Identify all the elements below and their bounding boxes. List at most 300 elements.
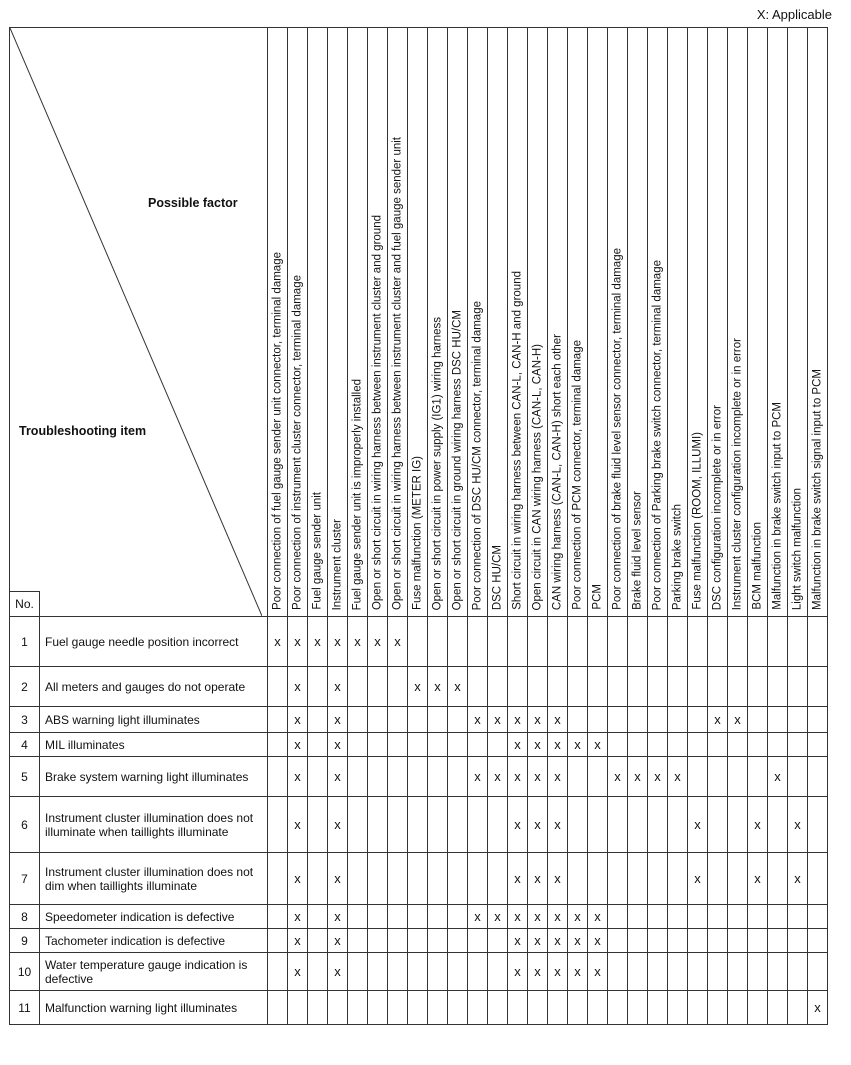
- factor-header: [788, 28, 808, 617]
- mark-cell: [728, 797, 748, 853]
- mark-cell: [488, 617, 508, 667]
- mark-cell: x: [288, 707, 308, 733]
- factor-header: [608, 28, 628, 617]
- mark-cell: [608, 853, 628, 905]
- mark-cell: x: [468, 905, 488, 929]
- mark-cell: [748, 991, 768, 1025]
- row-number: 7: [10, 853, 40, 905]
- mark-cell: [428, 991, 448, 1025]
- row-number: 11: [10, 991, 40, 1025]
- mark-cell: x: [288, 667, 308, 707]
- mark-cell: [688, 707, 708, 733]
- factor-label: Open circuit in CAN wiring harness (CAN-L, CAN-H): [531, 343, 543, 610]
- table-row: [10, 733, 828, 757]
- mark-cell: [708, 905, 728, 929]
- mark-cell: [388, 991, 408, 1025]
- mark-cell: x: [288, 797, 308, 853]
- mark-cell: [568, 707, 588, 733]
- mark-cell: x: [508, 953, 528, 991]
- mark-cell: [408, 953, 428, 991]
- mark-cell: [648, 733, 668, 757]
- factor-header: [448, 28, 468, 617]
- mark-cell: [688, 929, 708, 953]
- mark-cell: [568, 853, 588, 905]
- mark-cell: [488, 667, 508, 707]
- mark-cell: [488, 991, 508, 1025]
- mark-cell: [668, 953, 688, 991]
- factor-label: DSC HU/CM: [491, 544, 503, 610]
- mark-cell: [348, 929, 368, 953]
- mark-cell: [268, 733, 288, 757]
- mark-cell: x: [548, 707, 568, 733]
- factor-header: [428, 28, 448, 617]
- mark-cell: [788, 991, 808, 1025]
- mark-cell: [668, 667, 688, 707]
- troubleshooting-item: Instrument cluster illumination does not illuminate when taillights illuminate: [40, 797, 268, 853]
- factor-header: [368, 28, 388, 617]
- factor-label: Poor connection of brake fluid level sensor connector, terminal damage: [611, 248, 623, 610]
- mark-cell: [768, 667, 788, 707]
- mark-cell: [808, 853, 828, 905]
- mark-cell: [448, 707, 468, 733]
- mark-cell: [668, 929, 688, 953]
- mark-cell: [748, 757, 768, 797]
- mark-cell: x: [368, 617, 388, 667]
- factor-label: Parking brake switch: [671, 503, 683, 610]
- mark-cell: [268, 953, 288, 991]
- troubleshooting-item: Malfunction warning light illuminates: [40, 991, 268, 1025]
- mark-cell: x: [328, 853, 348, 905]
- mark-cell: x: [528, 757, 548, 797]
- mark-cell: x: [428, 667, 448, 707]
- mark-cell: x: [328, 953, 348, 991]
- mark-cell: [428, 929, 448, 953]
- troubleshooting-item: Tachometer indication is defective: [40, 929, 268, 953]
- mark-cell: [308, 853, 328, 905]
- mark-cell: [388, 905, 408, 929]
- mark-cell: [308, 757, 328, 797]
- factor-header: [508, 28, 528, 617]
- mark-cell: [768, 929, 788, 953]
- factor-header: [528, 28, 548, 617]
- mark-cell: x: [528, 853, 548, 905]
- diagonal-line: [10, 28, 262, 616]
- mark-cell: [328, 991, 348, 1025]
- mark-cell: [488, 853, 508, 905]
- mark-cell: x: [388, 617, 408, 667]
- mark-cell: [348, 757, 368, 797]
- mark-cell: x: [508, 707, 528, 733]
- mark-cell: [488, 953, 508, 991]
- row-number: 8: [10, 905, 40, 929]
- mark-cell: x: [788, 797, 808, 853]
- mark-cell: [728, 667, 748, 707]
- mark-cell: [348, 953, 368, 991]
- mark-cell: [788, 905, 808, 929]
- mark-cell: [428, 707, 448, 733]
- troubleshooting-item-label: Troubleshooting item: [19, 424, 147, 438]
- mark-cell: x: [588, 733, 608, 757]
- mark-cell: [668, 905, 688, 929]
- mark-cell: [528, 617, 548, 667]
- mark-cell: x: [508, 905, 528, 929]
- mark-cell: [708, 953, 728, 991]
- mark-cell: x: [328, 707, 348, 733]
- mark-cell: [388, 757, 408, 797]
- row-number: 10: [10, 953, 40, 991]
- mark-cell: x: [488, 905, 508, 929]
- mark-cell: [508, 617, 528, 667]
- mark-cell: [808, 757, 828, 797]
- mark-cell: [728, 953, 748, 991]
- mark-cell: [448, 929, 468, 953]
- mark-cell: [448, 853, 468, 905]
- mark-cell: x: [528, 905, 548, 929]
- mark-cell: x: [328, 797, 348, 853]
- mark-cell: [788, 929, 808, 953]
- mark-cell: x: [548, 905, 568, 929]
- mark-cell: [368, 757, 388, 797]
- mark-cell: x: [528, 929, 548, 953]
- mark-cell: [668, 707, 688, 733]
- factor-header: [808, 28, 828, 617]
- mark-cell: x: [288, 733, 308, 757]
- factor-label: PCM: [591, 584, 603, 610]
- mark-cell: [668, 853, 688, 905]
- mark-cell: [268, 757, 288, 797]
- factor-label: Open or short circuit in ground wiring harness DSC HU/CM: [451, 309, 463, 610]
- mark-cell: [628, 929, 648, 953]
- row-number: 4: [10, 733, 40, 757]
- mark-cell: [368, 797, 388, 853]
- mark-cell: [308, 905, 328, 929]
- factor-header: [568, 28, 588, 617]
- mark-cell: x: [688, 797, 708, 853]
- mark-cell: x: [308, 617, 328, 667]
- mark-cell: [768, 617, 788, 667]
- factor-label: Instrument cluster configuration incomplete or in error: [731, 337, 743, 610]
- mark-cell: [468, 733, 488, 757]
- mark-cell: x: [468, 707, 488, 733]
- mark-cell: x: [568, 929, 588, 953]
- mark-cell: x: [288, 853, 308, 905]
- mark-cell: [708, 617, 728, 667]
- mark-cell: [688, 953, 708, 991]
- mark-cell: [628, 667, 648, 707]
- factor-label: BCM malfunction: [751, 522, 763, 610]
- mark-cell: x: [408, 667, 428, 707]
- mark-cell: x: [348, 617, 368, 667]
- mark-cell: [688, 757, 708, 797]
- mark-cell: x: [688, 853, 708, 905]
- mark-cell: x: [588, 953, 608, 991]
- factor-label: Poor connection of fuel gauge sender unit connector, terminal damage: [271, 251, 283, 610]
- row-number: 2: [10, 667, 40, 707]
- mark-cell: [448, 733, 468, 757]
- factor-label: Poor connection of DSC HU/CM connector, terminal damage: [471, 300, 483, 610]
- mark-cell: [408, 707, 428, 733]
- mark-cell: x: [268, 617, 288, 667]
- mark-cell: x: [548, 757, 568, 797]
- mark-cell: [608, 797, 628, 853]
- table-row: [10, 667, 828, 707]
- mark-cell: [388, 733, 408, 757]
- mark-cell: x: [528, 707, 548, 733]
- factor-label: Fuel gauge sender unit is improperly installed: [351, 378, 363, 610]
- mark-cell: [568, 667, 588, 707]
- factor-header: [388, 28, 408, 617]
- mark-cell: [628, 953, 648, 991]
- factor-header: [648, 28, 668, 617]
- mark-cell: [388, 953, 408, 991]
- mark-cell: x: [288, 953, 308, 991]
- mark-cell: [708, 853, 728, 905]
- corner-header: [10, 28, 268, 617]
- mark-cell: [768, 853, 788, 905]
- factor-header: [688, 28, 708, 617]
- mark-cell: [568, 797, 588, 853]
- mark-cell: [648, 707, 668, 733]
- row-number: 5: [10, 757, 40, 797]
- mark-cell: [648, 991, 668, 1025]
- mark-cell: x: [508, 757, 528, 797]
- mark-cell: [768, 991, 788, 1025]
- troubleshooting-item: MIL illuminates: [40, 733, 268, 757]
- legend: X: Applicable: [756, 7, 832, 22]
- mark-cell: [548, 617, 568, 667]
- table-row: [10, 797, 828, 853]
- mark-cell: x: [528, 733, 548, 757]
- mark-cell: [408, 757, 428, 797]
- mark-cell: [568, 617, 588, 667]
- mark-cell: [408, 905, 428, 929]
- troubleshooting-item: Water temperature gauge indication is defective: [40, 953, 268, 991]
- mark-cell: [708, 991, 728, 1025]
- mark-cell: [348, 905, 368, 929]
- mark-cell: [468, 853, 488, 905]
- mark-cell: [708, 733, 728, 757]
- factor-header: [628, 28, 648, 617]
- factor-label: Poor connection of instrument cluster connector, terminal damage: [291, 275, 303, 610]
- mark-cell: [388, 929, 408, 953]
- mark-cell: [408, 991, 428, 1025]
- mark-cell: x: [608, 757, 628, 797]
- mark-cell: [388, 853, 408, 905]
- mark-cell: [788, 733, 808, 757]
- factor-header: [708, 28, 728, 617]
- mark-cell: [588, 667, 608, 707]
- mark-cell: x: [508, 733, 528, 757]
- troubleshooting-item: Brake system warning light illuminates: [40, 757, 268, 797]
- factor-header: [668, 28, 688, 617]
- mark-cell: [648, 797, 668, 853]
- mark-cell: [308, 707, 328, 733]
- table-row: [10, 757, 828, 797]
- factor-header: [468, 28, 488, 617]
- mark-cell: [588, 617, 608, 667]
- mark-cell: [448, 797, 468, 853]
- mark-cell: [288, 991, 308, 1025]
- factor-label: Fuse malfunction (METER IG): [411, 455, 423, 610]
- mark-cell: x: [288, 757, 308, 797]
- mark-cell: [588, 853, 608, 905]
- table-row: [10, 905, 828, 929]
- mark-cell: [648, 667, 668, 707]
- mark-cell: [628, 733, 648, 757]
- mark-cell: [348, 797, 368, 853]
- mark-cell: x: [588, 905, 608, 929]
- mark-cell: x: [548, 853, 568, 905]
- mark-cell: x: [328, 929, 348, 953]
- mark-cell: [728, 905, 748, 929]
- mark-cell: x: [548, 953, 568, 991]
- mark-cell: [688, 667, 708, 707]
- mark-cell: x: [528, 797, 548, 853]
- possible-factor-label: Possible factor: [148, 196, 238, 210]
- mark-cell: x: [648, 757, 668, 797]
- mark-cell: [408, 617, 428, 667]
- factor-label: Malfunction in brake switch signal input to PCM: [811, 369, 823, 610]
- mark-cell: x: [708, 707, 728, 733]
- mark-cell: x: [728, 707, 748, 733]
- mark-cell: [728, 991, 748, 1025]
- mark-cell: x: [628, 757, 648, 797]
- mark-cell: x: [288, 905, 308, 929]
- mark-cell: [268, 905, 288, 929]
- mark-cell: [428, 853, 448, 905]
- mark-cell: [488, 929, 508, 953]
- mark-cell: [768, 905, 788, 929]
- mark-cell: [648, 617, 668, 667]
- mark-cell: [688, 905, 708, 929]
- table-row: [10, 953, 828, 991]
- mark-cell: [308, 797, 328, 853]
- mark-cell: [628, 617, 648, 667]
- mark-cell: [428, 905, 448, 929]
- mark-cell: x: [548, 797, 568, 853]
- mark-cell: [468, 953, 488, 991]
- mark-cell: [708, 757, 728, 797]
- mark-cell: [268, 707, 288, 733]
- factor-label: Poor connection of PCM connector, terminal damage: [571, 340, 583, 610]
- mark-cell: x: [748, 797, 768, 853]
- factor-label: DSC configuration incomplete or in error: [711, 404, 723, 610]
- mark-cell: x: [588, 929, 608, 953]
- mark-cell: [708, 667, 728, 707]
- factor-header: [328, 28, 348, 617]
- mark-cell: [808, 905, 828, 929]
- mark-cell: [448, 757, 468, 797]
- mark-cell: [428, 733, 448, 757]
- mark-cell: x: [288, 929, 308, 953]
- factor-header: [588, 28, 608, 617]
- factor-header: [768, 28, 788, 617]
- mark-cell: [728, 929, 748, 953]
- mark-cell: x: [328, 617, 348, 667]
- mark-cell: [768, 797, 788, 853]
- row-number: 3: [10, 707, 40, 733]
- troubleshooting-table: [9, 27, 828, 1025]
- mark-cell: [608, 667, 628, 707]
- factor-label: Open or short circuit in wiring harness between instrument cluster and ground: [371, 214, 383, 610]
- mark-cell: [768, 733, 788, 757]
- factor-header: [548, 28, 568, 617]
- mark-cell: [648, 853, 668, 905]
- factor-label: Open or short circuit in wiring harness between instrument cluster and fuel gauge sender unit: [391, 136, 403, 610]
- factor-label: Open or short circuit in power supply (IG1) wiring harness: [431, 316, 443, 610]
- mark-cell: [648, 905, 668, 929]
- mark-cell: [448, 905, 468, 929]
- mark-cell: [648, 953, 668, 991]
- mark-cell: [548, 667, 568, 707]
- mark-cell: [808, 617, 828, 667]
- mark-cell: [668, 617, 688, 667]
- mark-cell: [268, 797, 288, 853]
- factor-label: Light switch malfunction: [791, 487, 803, 610]
- mark-cell: x: [448, 667, 468, 707]
- mark-cell: [388, 797, 408, 853]
- mark-cell: [588, 797, 608, 853]
- factor-label: Fuel gauge sender unit: [311, 492, 323, 610]
- troubleshooting-item: Instrument cluster illumination does not dim when taillights illuminate: [40, 853, 268, 905]
- mark-cell: [808, 707, 828, 733]
- mark-cell: [748, 929, 768, 953]
- table-row: [10, 929, 828, 953]
- factor-header: [748, 28, 768, 617]
- mark-cell: [608, 905, 628, 929]
- mark-cell: [588, 991, 608, 1025]
- mark-cell: [788, 617, 808, 667]
- mark-cell: [528, 991, 548, 1025]
- mark-cell: [668, 797, 688, 853]
- mark-cell: [528, 667, 548, 707]
- factor-label: CAN wiring harness (CAN-L, CAN-H) short each other: [551, 333, 563, 610]
- mark-cell: [748, 617, 768, 667]
- mark-cell: [788, 707, 808, 733]
- mark-cell: [508, 667, 528, 707]
- mark-cell: [748, 707, 768, 733]
- mark-cell: [708, 929, 728, 953]
- mark-cell: [808, 929, 828, 953]
- factor-header: [488, 28, 508, 617]
- mark-cell: [368, 667, 388, 707]
- factor-label: Poor connection of Parking brake switch connector, terminal damage: [651, 259, 663, 610]
- mark-cell: [388, 667, 408, 707]
- mark-cell: [788, 953, 808, 991]
- mark-cell: x: [568, 905, 588, 929]
- mark-cell: [368, 853, 388, 905]
- factor-header: [348, 28, 368, 617]
- mark-cell: [388, 707, 408, 733]
- troubleshooting-item: All meters and gauges do not operate: [40, 667, 268, 707]
- mark-cell: [348, 853, 368, 905]
- mark-cell: [268, 667, 288, 707]
- mark-cell: [448, 953, 468, 991]
- mark-cell: [368, 707, 388, 733]
- mark-cell: x: [508, 929, 528, 953]
- mark-cell: x: [568, 733, 588, 757]
- mark-cell: [468, 991, 488, 1025]
- mark-cell: [788, 757, 808, 797]
- mark-cell: x: [668, 757, 688, 797]
- row-number: 9: [10, 929, 40, 953]
- mark-cell: [608, 733, 628, 757]
- mark-cell: [468, 667, 488, 707]
- mark-cell: [728, 757, 748, 797]
- troubleshooting-item: Fuel gauge needle position incorrect: [40, 617, 268, 667]
- mark-cell: [608, 953, 628, 991]
- factor-header: [408, 28, 428, 617]
